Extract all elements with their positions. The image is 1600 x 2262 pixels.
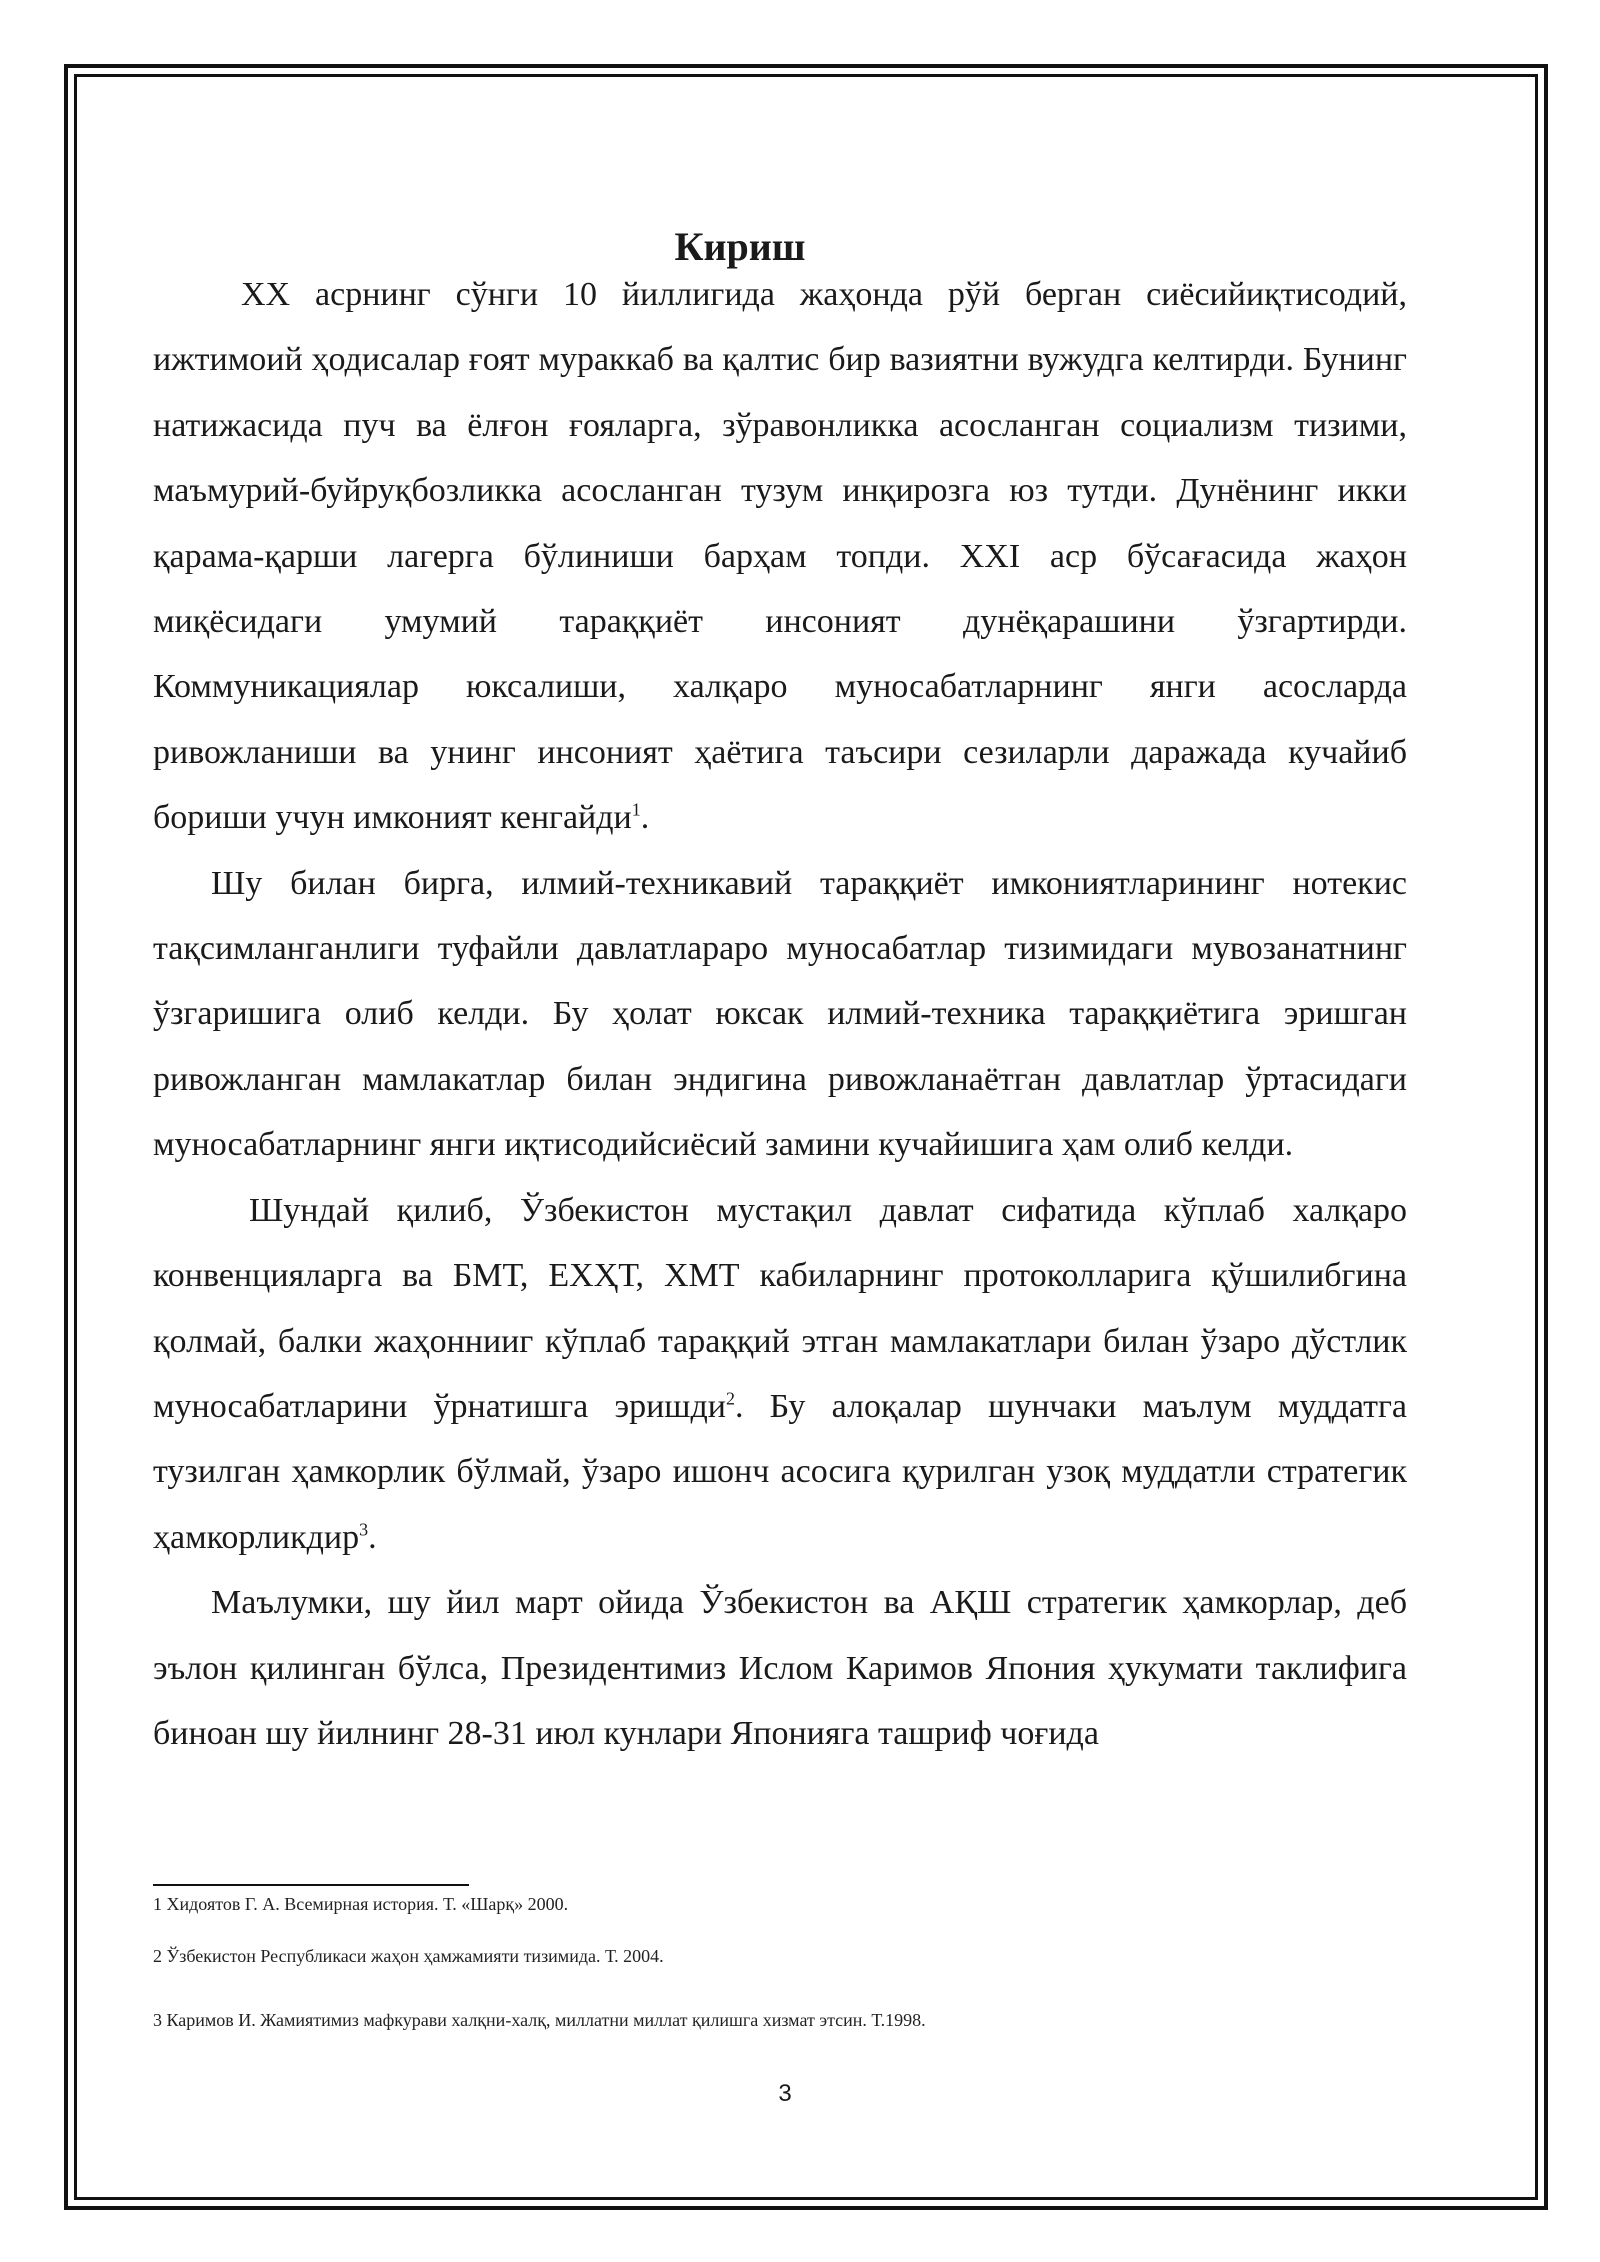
paragraph-3-text-b: . Бу алоқалар шунчаки маълум муддатга тузилган ҳамкорлик бўлмай, ўзаро ишонч асосига қурилган узоқ муддатли стратегик ҳамкорликдир [153,1387,1407,1556]
footnote-ref-2: 2 [725,1388,735,1409]
paragraph-4 [153,1570,1407,1766]
paragraph-2 [153,851,1407,1178]
paragraph-1-tail: . [640,799,650,837]
paragraph-1-text: XX асрнинг сўнги 10 йиллигида жаҳонда рўй берган сиёсийиқтисодий, ижтимоий ҳодисалар ғоят мураккаб ва қалтис бир вазиятни вужудга келтирди. Бунинг натижасида пуч ва ёлғон ғояларга, зўравонликка асосланган социализм тизими, маъмурий-буйруқбозликка асосланган тузум инқирозга юз тутди. Дунёнинг икки қарама-қарши лагерга бўлиниши барҳам топди. XXI аср бўсағасида жаҳон миқёсидаги умумий тараққиёт инсоният дунёқарашини ўзгартирди. Коммуникациялар юксалиши, халқаро муносабатларнинг янги асосларда ривожланиши ва унинг инсоният ҳаётига таъсири сезиларли даражада кучайиб бориши учун имконият кенгайди [153,276,1407,837]
main-text [153,262,1407,1766]
footnote-ref-3: 3 [359,1519,369,1540]
footnote-3: 3 Каримов И. Жамиятимиз мафкурави халқни-халқ, миллатни миллат қилишга хизмат этсин. Т.1998. [153,2010,926,2030]
paragraph-2-text: Шу билан бирга, илмий-техникавий тараққиёт имкониятларининг нотекис тақсимланганлиги туфайли давлатлараро муносабатлар тизимидаги мувозанатнинг ўзгаришига олиб келди. Бу ҳолат юксак илмий-техника тараққиётига эришган ривожланган мамлакатлар билан эндигина ривожланаётган давлатлар ўртасидаги муносабатларнинг янги иқтисодийсиёсий замини кучайишига ҳам олиб келди. [153,864,1407,1164]
page-title: Кириш [674,223,806,269]
footnote-separator [153,1884,469,1886]
paragraph-4-text: Маълумки, шу йил март ойида Ўзбекистон ва АҚШ стратегик ҳамкорлар, деб эълон қилинган бўлса, Президентимиз Ислом Каримов Япония ҳукумати таклифига биноан шу йилнинг 28-31 июл кунлари Японияга ташриф чоғида [153,1584,1407,1752]
page-number: 3 [778,2080,792,2107]
footnote-ref-1: 1 [631,799,641,820]
paragraph-3-tail: . [368,1518,377,1556]
footnote-1: 1 Хидоятов Г. А. Всемирная история. Т. «Шарқ» 2000. [153,1894,569,1914]
paragraph-3-text-a: Шундай қилиб, Ўзбекистон мустақил давлат сифатида кўплаб халқаро конвенцияларга ва БМТ, ЕХҲТ, ХМТ кабиларнинг протоколларига қўшилибгина қолмай, балки жаҳоннииг кўплаб тараққий этган мамлакатлари билан ўзаро дўстлик муносабатларини ўрнатишга эришди [153,1191,1407,1425]
paragraph-1 [153,262,1407,851]
footnote-2: 2 Ўзбекистон Республикаси жаҳон ҳамжамияти тизимида. Т. 2004. [153,1946,664,1966]
paragraph-3 [153,1178,1407,1570]
